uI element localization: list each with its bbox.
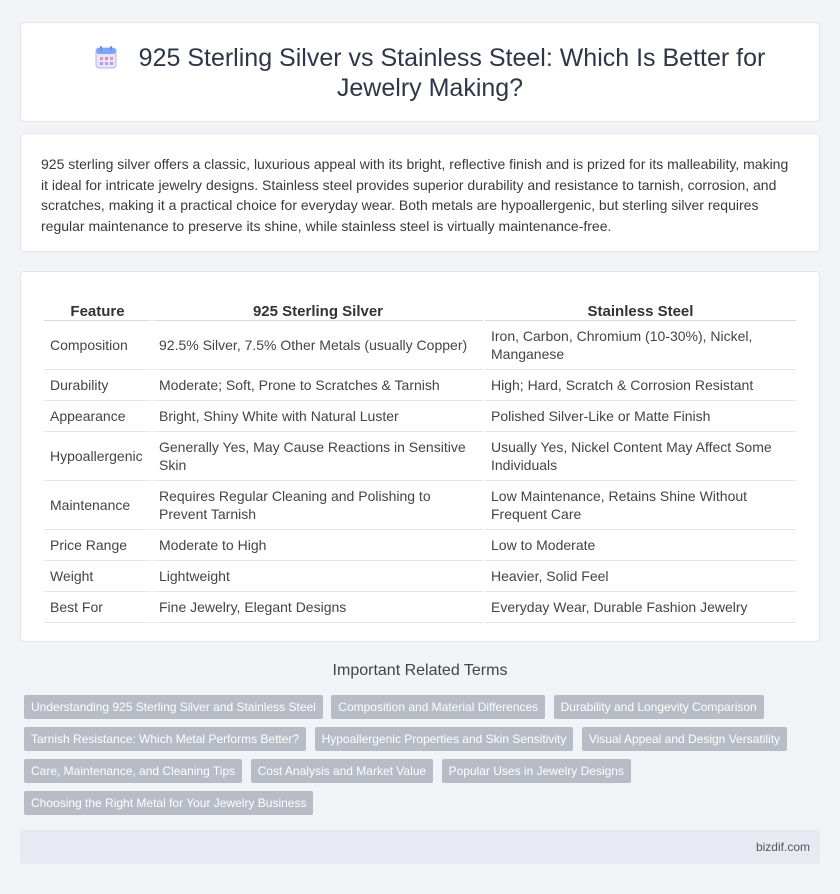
related-term-tag[interactable]: Durability and Longevity Comparison (554, 695, 764, 719)
related-term-tag[interactable]: Tarnish Resistance: Which Metal Performs Better? (24, 727, 306, 751)
related-terms-title: Important Related Terms (332, 662, 508, 679)
steel-cell: Everyday Wear, Durable Fashion Jewelry (485, 592, 796, 623)
silver-cell: Moderate to High (153, 530, 483, 561)
footer-site-link[interactable]: bizdif.com (755, 840, 810, 854)
table-row (44, 370, 796, 401)
footer (20, 830, 820, 864)
title-card (20, 22, 820, 122)
table-row (44, 321, 796, 370)
calendar-grid-icon (95, 45, 117, 69)
steel-cell: Low Maintenance, Retains Shine Without Frequent Care (485, 481, 796, 530)
feature-cell: Appearance (44, 401, 151, 432)
steel-cell: Usually Yes, Nickel Content May Affect Some Individuals (485, 432, 796, 481)
table-row (44, 561, 796, 592)
silver-cell: 92.5% Silver, 7.5% Other Metals (usually Copper) (153, 321, 483, 370)
steel-cell: Polished Silver-Like or Matte Finish (485, 401, 796, 432)
silver-cell: Fine Jewelry, Elegant Designs (153, 592, 483, 623)
related-term-tag[interactable]: Care, Maintenance, and Cleaning Tips (24, 759, 242, 783)
feature-cell: Hypoallergenic (44, 432, 151, 481)
table-row (44, 592, 796, 623)
related-term-tag[interactable]: Visual Appeal and Design Versatility (582, 727, 787, 751)
header-steel: Stainless Steel (485, 296, 796, 321)
related-term-tag[interactable]: Cost Analysis and Market Value (251, 759, 434, 783)
silver-cell: Bright, Shiny White with Natural Luster (153, 401, 483, 432)
table-row (44, 401, 796, 432)
feature-cell: Maintenance (44, 481, 151, 530)
related-term-tag[interactable]: Popular Uses in Jewelry Designs (442, 759, 631, 783)
related-term-tag[interactable]: Hypoallergenic Properties and Skin Sensitivity (315, 727, 574, 751)
silver-cell: Requires Regular Cleaning and Polishing to Prevent Tarnish (153, 481, 483, 530)
comparison-card (20, 271, 820, 642)
feature-cell: Price Range (44, 530, 151, 561)
page-title-wrap (61, 43, 799, 103)
comparison-table (42, 296, 798, 623)
table-row (44, 432, 796, 481)
feature-cell: Weight (44, 561, 151, 592)
summary-text: 925 sterling silver offers a classic, luxurious appeal with its bright, reflective finish and is prized for its malleability, making it ideal for intricate jewelry designs. Stainless steel provides superior durability and resistance to tarnish, corrosion, and scratches, making it a practical choice for everyday wear. Both metals are hypoallergenic, but sterling silver requires regular maintenance to preserve its shine, while stainless steel is virtually maintenance-free. (41, 156, 789, 234)
silver-cell: Lightweight (153, 561, 483, 592)
related-term-tag[interactable]: Choosing the Right Metal for Your Jewelry Business (24, 791, 313, 815)
header-feature: Feature (44, 296, 151, 321)
feature-cell: Durability (44, 370, 151, 401)
header-silver: 925 Sterling Silver (153, 296, 483, 321)
related-term-tag[interactable]: Composition and Material Differences (331, 695, 545, 719)
related-terms-list (24, 695, 814, 823)
summary-card (20, 133, 820, 252)
steel-cell: Heavier, Solid Feel (485, 561, 796, 592)
steel-cell: High; Hard, Scratch & Corrosion Resistant (485, 370, 796, 401)
silver-cell: Generally Yes, May Cause Reactions in Sensitive Skin (153, 432, 483, 481)
steel-cell: Iron, Carbon, Chromium (10-30%), Nickel, Manganese (485, 321, 796, 370)
feature-cell: Best For (44, 592, 151, 623)
feature-cell: Composition (44, 321, 151, 370)
related-term-tag[interactable]: Understanding 925 Sterling Silver and Stainless Steel (24, 695, 323, 719)
table-header-row (44, 296, 796, 321)
silver-cell: Moderate; Soft, Prone to Scratches & Tarnish (153, 370, 483, 401)
table-row (44, 481, 796, 530)
page-title: 925 Sterling Silver vs Stainless Steel: Which Is Better for Jewelry Making? (138, 44, 766, 102)
steel-cell: Low to Moderate (485, 530, 796, 561)
table-row (44, 530, 796, 561)
